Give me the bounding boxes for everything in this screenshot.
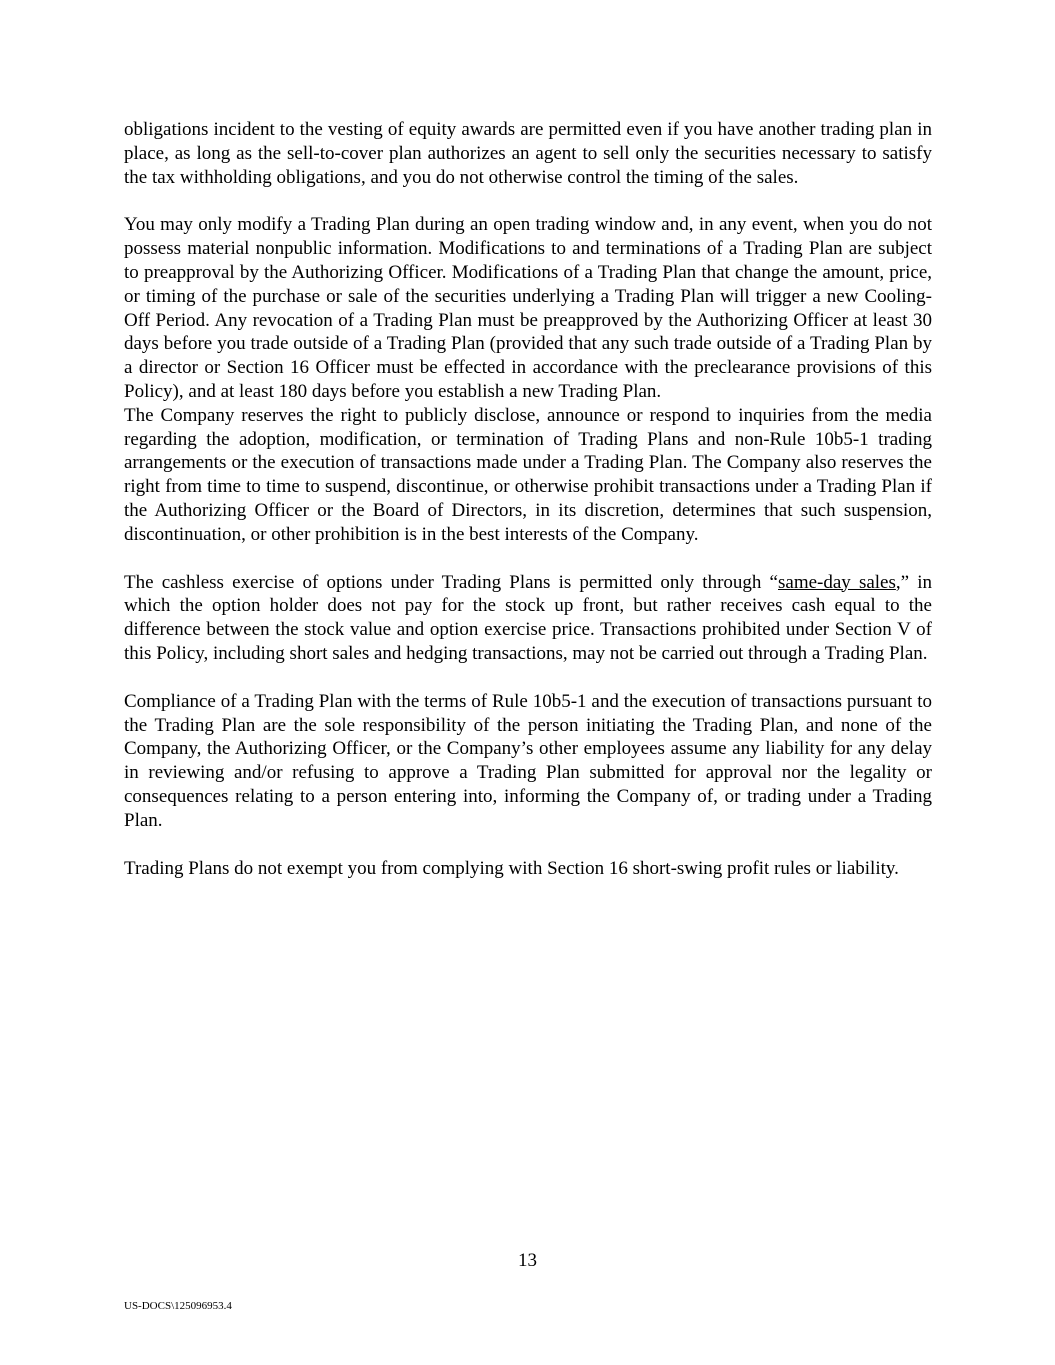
paragraph-compliance-responsibility: Compliance of a Trading Plan with the terms of Rule 10b5-1 and the execution of transactions pursuant to the Trading Plan are the sole responsibility of the person initiating the Trading Plan, and none of the Company, the Authorizing Officer, or the Company’s other employees assume any liability for any delay in reviewing and/or refusing to approve a Trading Plan submitted for approval nor the legality or consequences relating to a person entering into, informing the Company of, or trading under a Trading Plan.	[124, 690, 932, 831]
paragraph-company-disclosure-rights: The Company reserves the right to publicly disclose, announce or respond to inquiries from the media regarding the adoption, modification, or termination of Trading Plans and non-Rule 10b5-1 trading arrangements or the execution of transactions made under a Trading Plan. The Company also reserves the right from time to time to suspend, discontinue, or otherwise prohibit transactions under a Trading Plan if the Authorizing Officer or the Board of Directors, in its discretion, determines that such suspension, discontinuation, or other prohibition is in the best interests of the Company.	[124, 404, 932, 545]
same-day-sales-term: same-day sales	[778, 571, 896, 593]
paragraph-cashless-exercise	[124, 571, 932, 666]
body-text	[124, 118, 932, 880]
cashless-text-after: ,” in which the option holder does not pay for the stock up front, but rather receives cash equal to the difference between the stock value and option exercise price. Transactions prohibited under Section V of this Policy, including short sales and hedging transactions, may not be carried out through a Trading Plan.	[124, 571, 933, 664]
paragraph-sell-to-cover: obligations incident to the vesting of equity awards are permitted even if you have another trading plan in place, as long as the sell-to-cover plan authorizes an agent to sell only the securities necessary to satisfy the tax withholding obligations, and you do not otherwise control the timing of the sales.	[124, 119, 932, 188]
document-id: US-DOCS\125096953.4	[124, 1300, 232, 1312]
paragraph-section-16: Trading Plans do not exempt you from complying with Section 16 short-swing profit rules or liability.	[124, 857, 899, 879]
page-number: 13	[518, 1250, 537, 1271]
paragraph-modify-trading-plan: You may only modify a Trading Plan during an open trading window and, in any event, when you do not possess material nonpublic information. Modifications to and terminations of a Trading Plan are subject to preapproval by the Authorizing Officer. Modifications of a Trading Plan that change the amount, price, or timing of the purchase or sale of the securities underlying a Trading Plan will trigger a new Cooling-Off Period. Any revocation of a Trading Plan must be preapproved by the Authorizing Officer at least 30 days before you trade outside of a Trading Plan (provided that any such trade outside of a Trading Plan by a director or Section 16 Officer must be effected in accordance with the preclearance provisions of this Policy), and at least 180 days before you establish a new Trading Plan.	[124, 214, 932, 402]
cashless-text-before: The cashless exercise of options under Trading Plans is permitted only through “	[124, 571, 778, 593]
